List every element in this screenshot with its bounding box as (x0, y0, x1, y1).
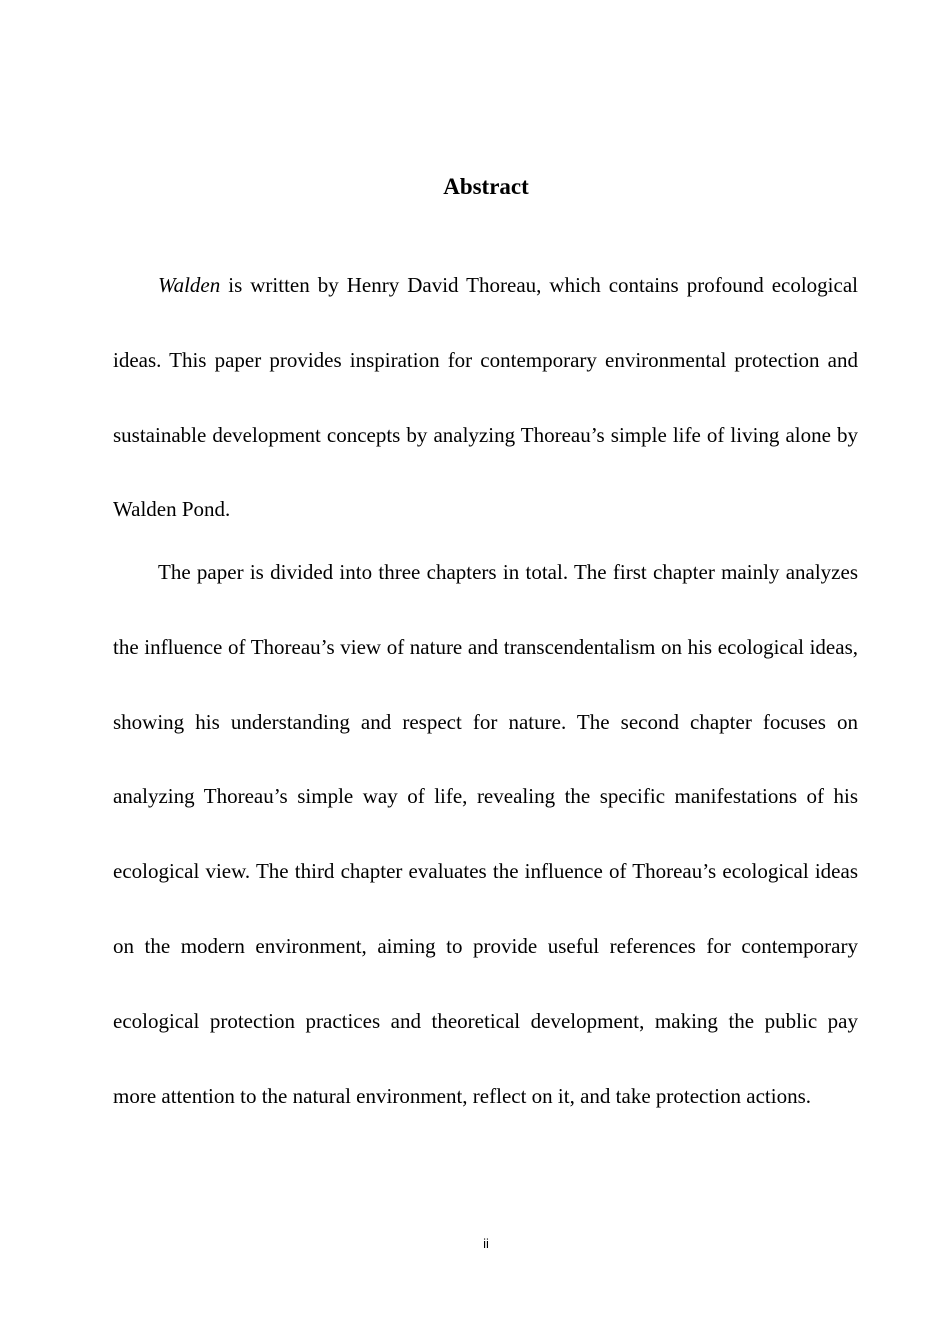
paragraph-1-text: is written by Henry David Thoreau, which contains profound ecological ideas. This paper provides inspiration for contemporary environmental protection and sustainable development concepts by analyzing Thoreau’s simple life of living alone by Walden Pond. (113, 273, 858, 522)
abstract-paragraph-1 (113, 248, 858, 547)
paragraph-2-text: The paper is divided into three chapters in total. The first chapter mainly analyzes the influence of Thoreau’s view of nature and transcendentalism on his ecological ideas, showing his understanding and respect for nature. The second chapter focuses on analyzing Thoreau’s simple way of life, revealing the specific manifestations of his ecological view. The third chapter evaluates the influence of Thoreau’s ecological ideas on the modern environment, aiming to provide useful references for contemporary ecological protection practices and theoretical development, making the public pay more attention to the natural environment, reflect on it, and take protection actions. (113, 560, 858, 1108)
abstract-heading: Abstract (443, 174, 529, 199)
book-title-walden: Walden (158, 273, 221, 297)
page-number: ii (483, 1236, 489, 1251)
abstract-paragraph-2 (113, 535, 858, 1133)
